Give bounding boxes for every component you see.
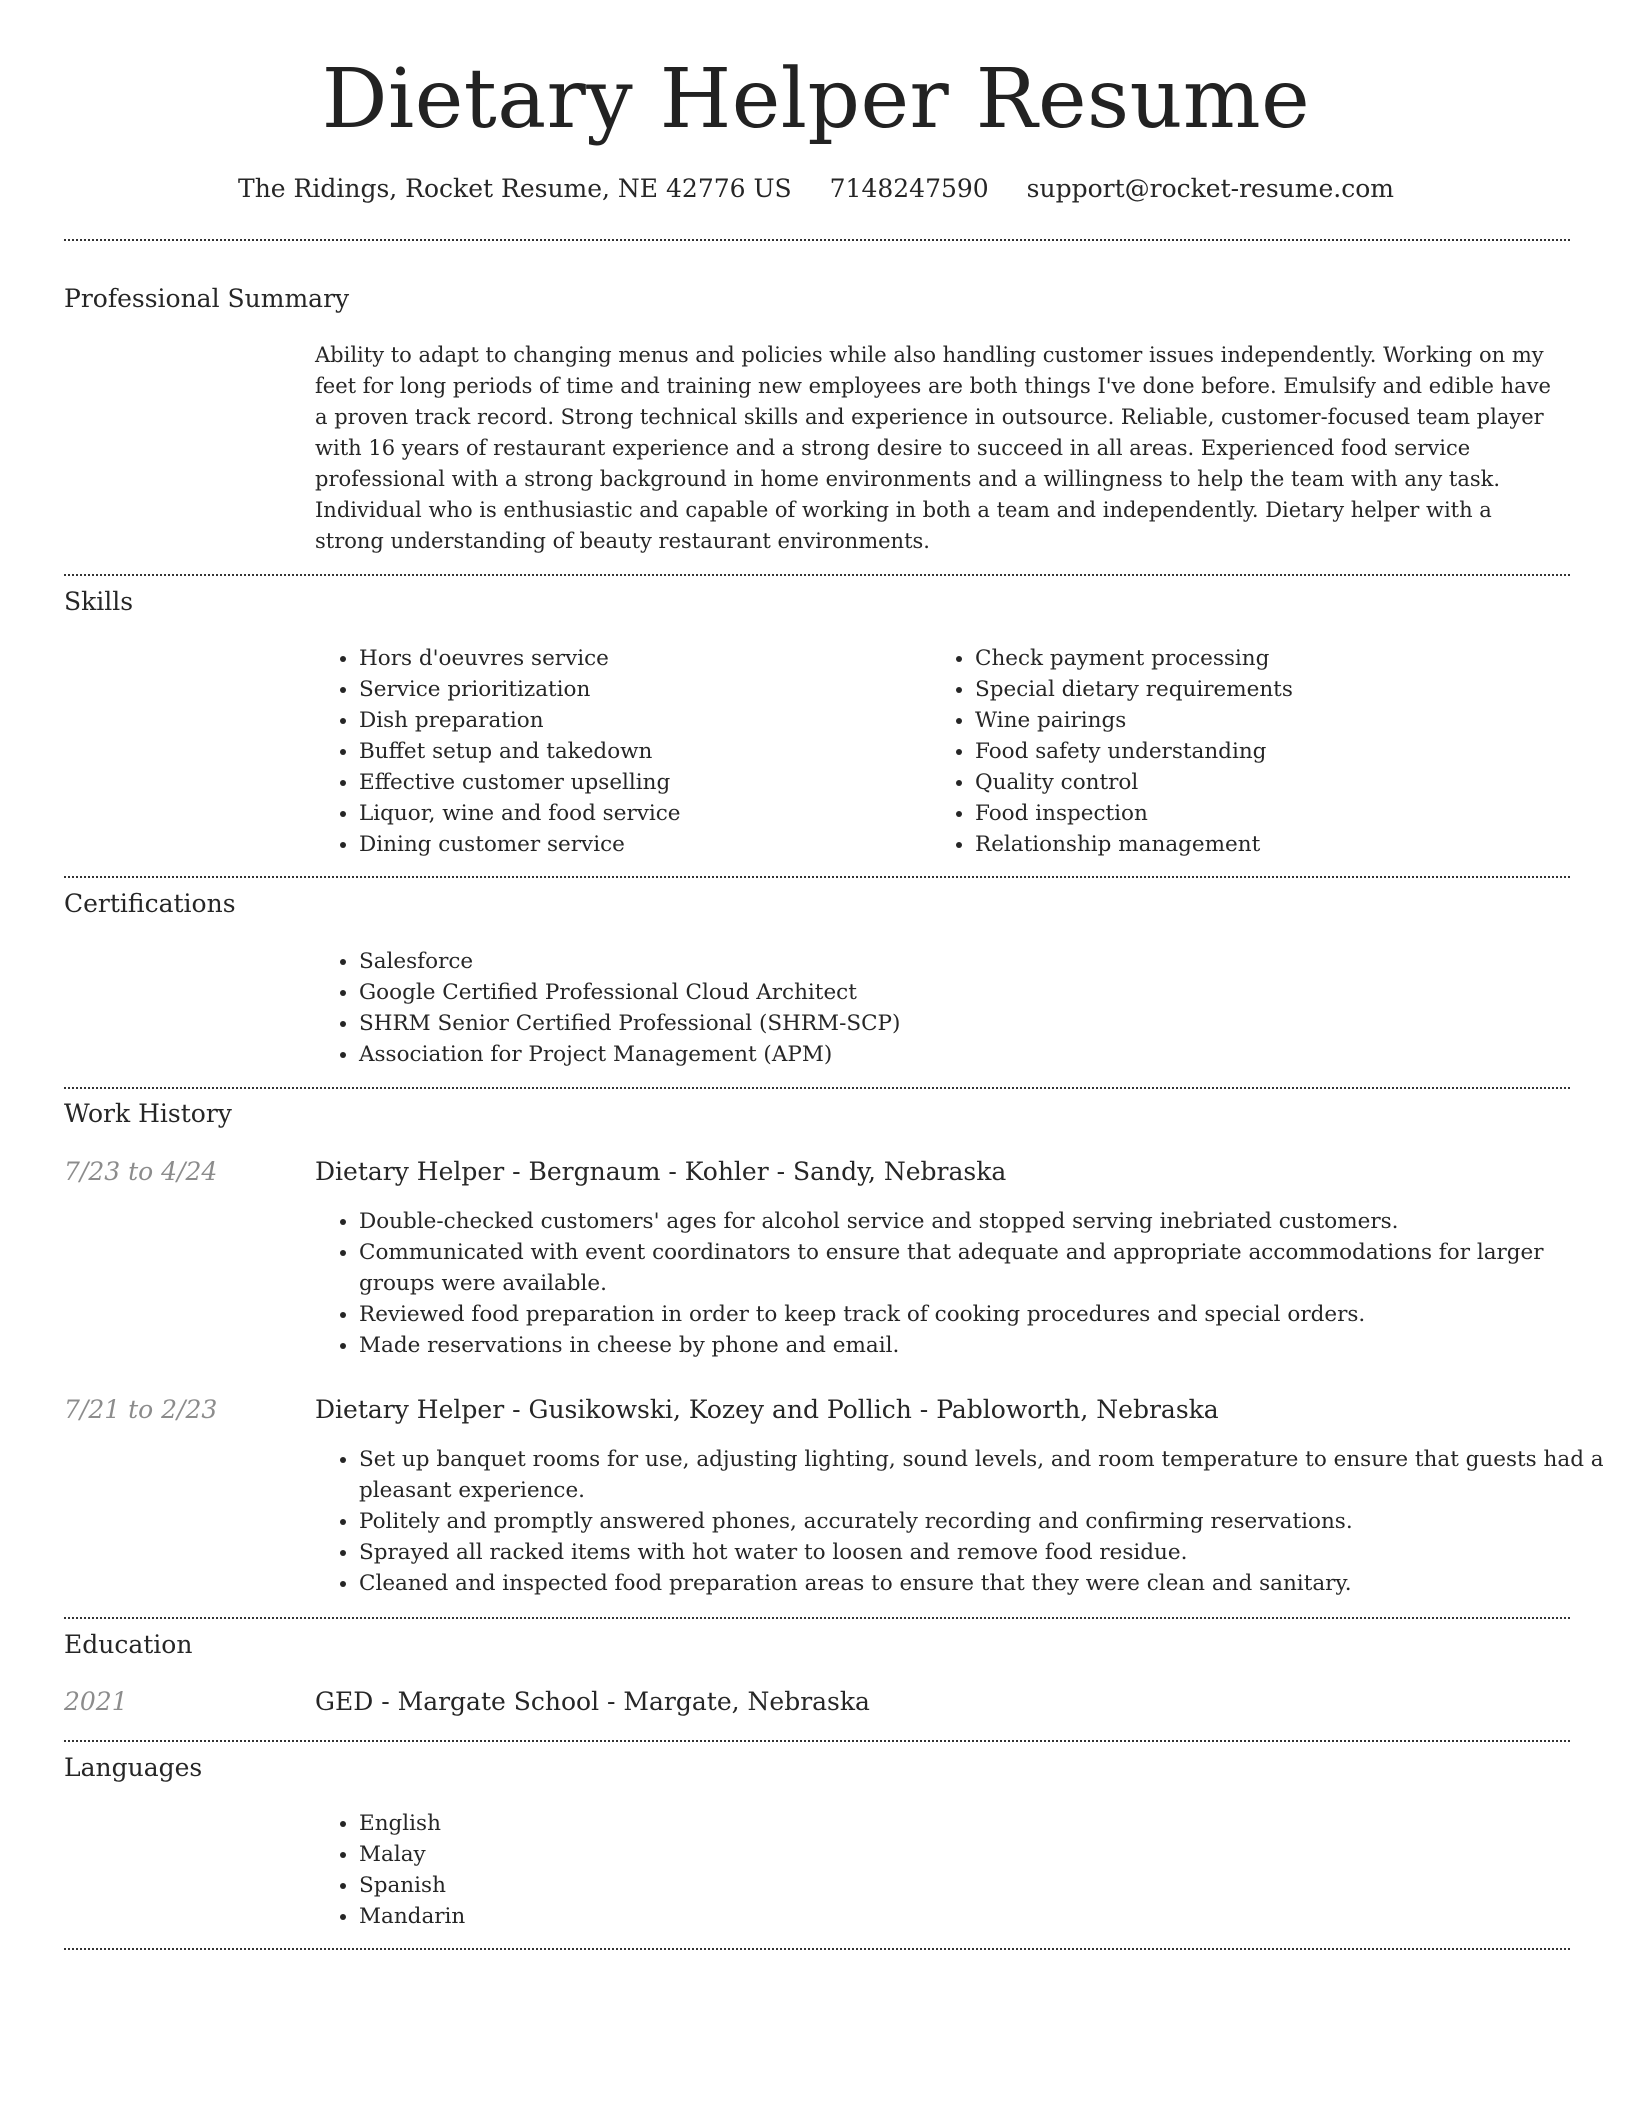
job-bullets bbox=[315, 1206, 1609, 1361]
contact-line bbox=[0, 170, 1632, 208]
list-item: • Quality control bbox=[975, 767, 1575, 798]
list-item: • Liquor, wine and food service bbox=[359, 798, 919, 829]
resume-title: Dietary Helper Resume bbox=[321, 52, 1311, 147]
list-item: • Made reservations in cheese by phone and email. bbox=[359, 1330, 1609, 1361]
list-item: • Malay bbox=[359, 1839, 959, 1870]
list-item: • Spanish bbox=[359, 1870, 959, 1901]
section-divider bbox=[64, 574, 1570, 576]
skills-list-left bbox=[315, 643, 919, 860]
list-item: • Buffet setup and takedown bbox=[359, 736, 919, 767]
job-title: Dietary Helper - Bergnaum - Kohler - Sandy, Nebraska bbox=[315, 1157, 1007, 1186]
summary-text: Ability to adapt to changing menus and policies while also handling customer issues independently. Working on my feet for long periods of time and training new employees are both things I've done before. Emulsify and edible have a proven track record. Strong technical skills and experience in outsource. Reliable, customer-focused team player with 16 years of restaurant experience and a strong desire to succeed in all areas. Experienced food service professional with a strong background in home environments and a willingness to help the team with any task. Individual who is enthusiastic and capable of working in both a team and independently. Dietary helper with a strong understanding of beauty restaurant environments. bbox=[315, 343, 1551, 553]
list-item: • Effective customer upselling bbox=[359, 767, 919, 798]
list-item: • Hors d'oeuvres service bbox=[359, 643, 919, 674]
certifications-heading: Certifications bbox=[64, 889, 236, 918]
job-dates: 7/23 to 4/24 bbox=[64, 1157, 218, 1186]
list-item: • Dish preparation bbox=[359, 705, 919, 736]
section-divider bbox=[64, 876, 1570, 878]
list-item: • Salesforce bbox=[359, 946, 1559, 977]
list-item: • SHRM Senior Certified Professional (SHRM-SCP) bbox=[359, 1008, 1559, 1039]
section-divider bbox=[64, 239, 1570, 241]
list-item: • Wine pairings bbox=[975, 705, 1575, 736]
education-year: 2021 bbox=[64, 1687, 128, 1716]
list-item: • Food inspection bbox=[975, 798, 1575, 829]
contact-phone: 7148247590 bbox=[829, 174, 989, 203]
list-item: • English bbox=[359, 1808, 959, 1839]
list-item: • Politely and promptly answered phones, accurately recording and confirming reservations. bbox=[359, 1506, 1609, 1537]
contact-address: The Ridings, Rocket Resume, NE 42776 US bbox=[238, 174, 792, 203]
list-item: • Service prioritization bbox=[359, 674, 919, 705]
list-item: • Communicated with event coordinators to ensure that adequate and appropriate accommodations for larger groups were available. bbox=[359, 1237, 1609, 1299]
education-heading: Education bbox=[64, 1630, 193, 1659]
list-item: • Sprayed all racked items with hot water to loosen and remove food residue. bbox=[359, 1537, 1609, 1568]
certifications-list bbox=[315, 946, 1559, 1070]
list-item: • Food safety understanding bbox=[975, 736, 1575, 767]
list-item: • Set up banquet rooms for use, adjusting lighting, sound levels, and room temperature to ensure that guests had a pleasant experience. bbox=[359, 1444, 1609, 1506]
skills-list-right bbox=[931, 643, 1575, 860]
section-divider bbox=[64, 1617, 1570, 1619]
summary-heading: Professional Summary bbox=[64, 284, 350, 313]
list-item: • Cleaned and inspected food preparation areas to ensure that they were clean and sanitary. bbox=[359, 1568, 1609, 1599]
list-item: • Special dietary requirements bbox=[975, 674, 1575, 705]
section-divider bbox=[64, 1740, 1570, 1742]
list-item: • Dining customer service bbox=[359, 829, 919, 860]
languages-heading: Languages bbox=[64, 1753, 203, 1782]
education-title: GED - Margate School - Margate, Nebraska bbox=[315, 1687, 870, 1716]
job-title: Dietary Helper - Gusikowski, Kozey and Pollich - Pabloworth, Nebraska bbox=[315, 1395, 1219, 1424]
job-bullets bbox=[315, 1444, 1609, 1599]
section-divider bbox=[64, 1087, 1570, 1089]
job-dates: 7/21 to 2/23 bbox=[64, 1395, 218, 1424]
languages-list bbox=[315, 1808, 959, 1932]
section-divider bbox=[64, 1948, 1570, 1950]
work-history-heading: Work History bbox=[64, 1099, 232, 1128]
list-item: • Google Certified Professional Cloud Architect bbox=[359, 977, 1559, 1008]
list-item: • Association for Project Management (APM) bbox=[359, 1039, 1559, 1070]
skills-heading: Skills bbox=[64, 587, 134, 616]
list-item: • Reviewed food preparation in order to keep track of cooking procedures and special orders. bbox=[359, 1299, 1609, 1330]
list-item: • Mandarin bbox=[359, 1901, 959, 1932]
list-item: • Double-checked customers' ages for alcohol service and stopped serving inebriated customers. bbox=[359, 1206, 1609, 1237]
list-item: • Check payment processing bbox=[975, 643, 1575, 674]
contact-email: support@rocket-resume.com bbox=[1026, 174, 1394, 203]
list-item: • Relationship management bbox=[975, 829, 1575, 860]
